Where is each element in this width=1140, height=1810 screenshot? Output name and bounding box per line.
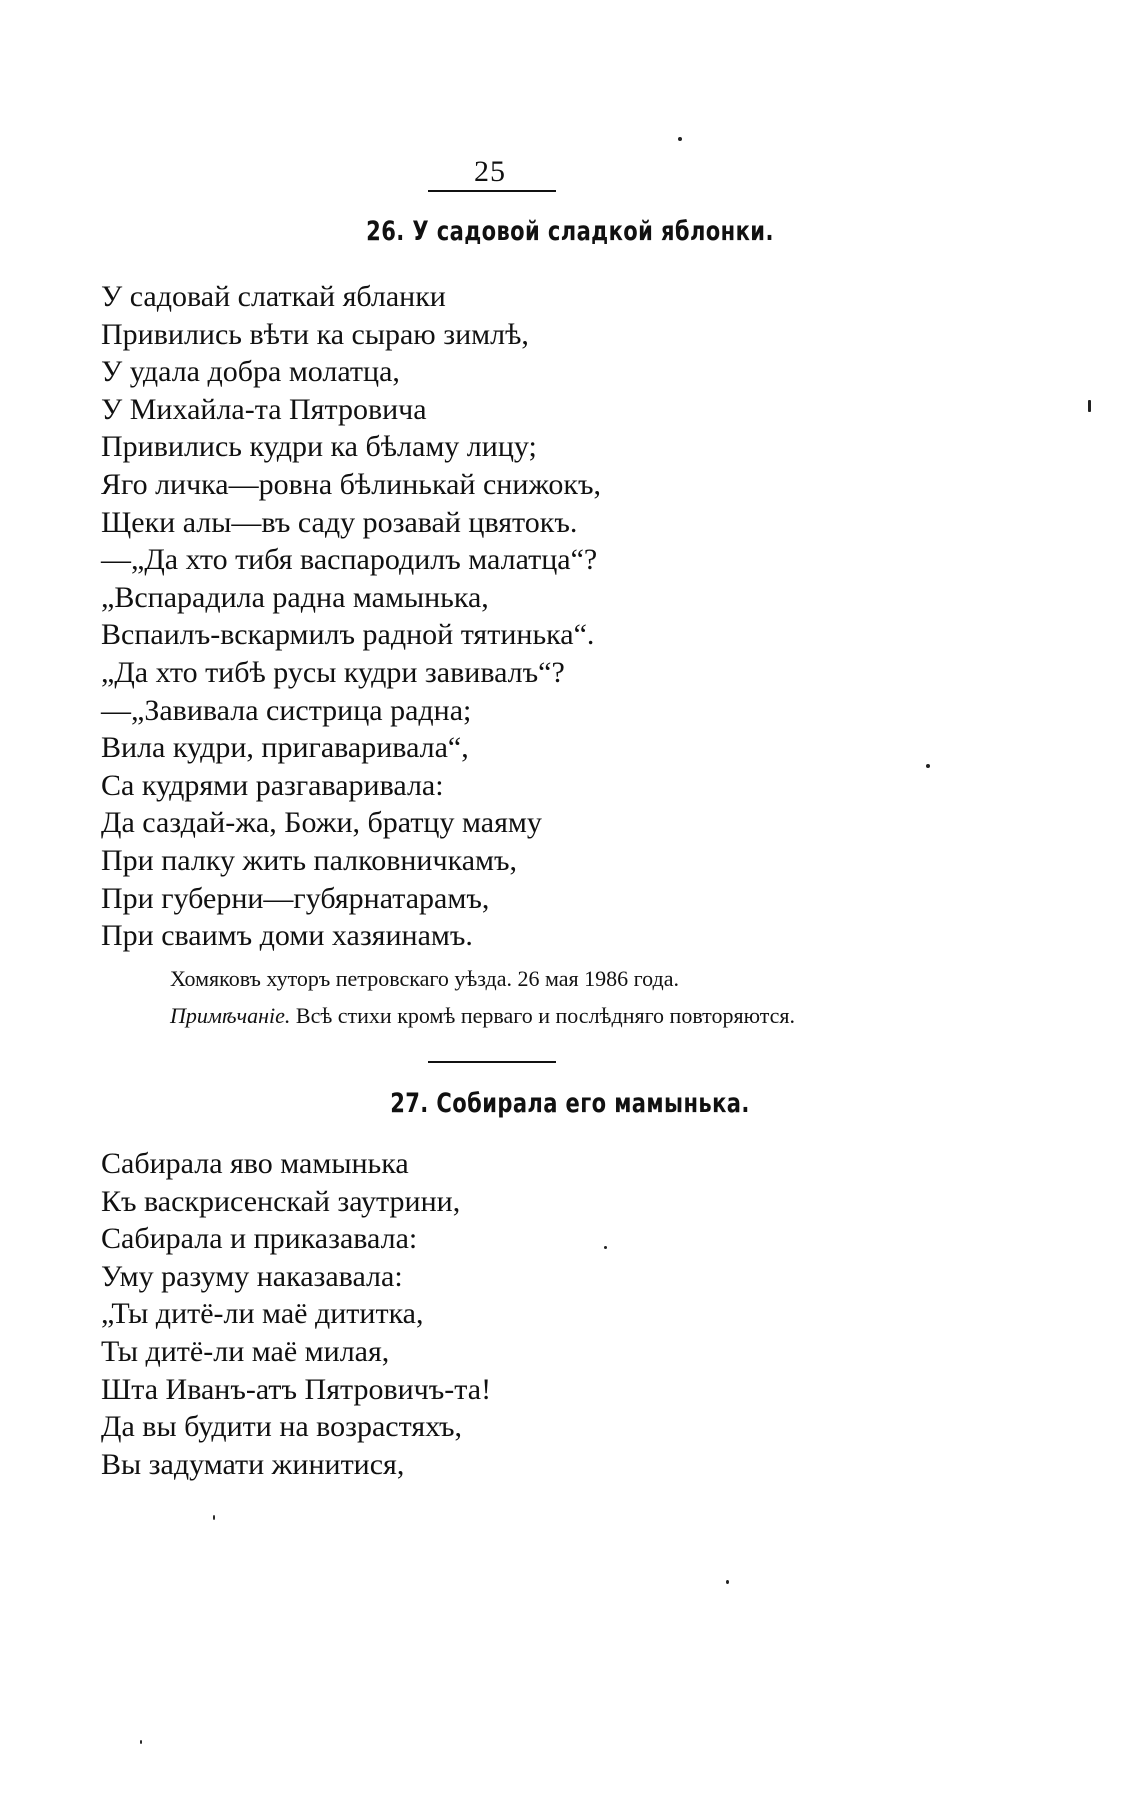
poem-line: Да вы будити на возрастяхъ,: [101, 1410, 463, 1444]
poem-line: Щеки алы—въ саду розавай цвятокъ.: [101, 505, 578, 539]
poem-line: „Ты дитё-ли маё дититка,: [101, 1297, 424, 1331]
page-number-rule: [428, 190, 556, 192]
section-title: 26. У садовой сладкой яблонки.: [366, 216, 774, 247]
scan-speck: [726, 1580, 729, 1584]
poem-line: —„Завивала систрица радна;: [101, 693, 472, 727]
poem-line: „Да хто тибѣ русы кудри завивалъ“?: [101, 655, 565, 689]
poem-line: У садовай слаткай ябланки: [101, 280, 446, 313]
scan-speck: [678, 137, 682, 141]
poem-line: Да саздай-жа, Божи, братцу маяму: [101, 806, 542, 840]
scan-speck: [213, 1515, 215, 1520]
poem-line: При губерни—губярнатарамъ,: [101, 881, 490, 915]
poem-line: Сабирала яво мамынька: [101, 1147, 409, 1180]
source-note: Хомяковъ хуторъ петровскаго уѣзда. 26 мая 1986 года.: [170, 966, 679, 991]
scan-speck: [1088, 400, 1091, 412]
poem-line: —„Да хто тибя васпародилъ малатца“?: [101, 543, 598, 577]
poem-line: Привились кудри ка бѣламу лицу;: [101, 430, 537, 464]
scan-speck: [604, 1246, 607, 1249]
poem-line: При сваимъ доми хазяинамъ.: [101, 919, 473, 953]
poem-line: При палку жить палковничкамъ,: [101, 843, 518, 877]
poem-line: Къ васкрисенскай заутрини,: [101, 1184, 461, 1218]
poem-line: Са кудрями разгаваривала:: [101, 768, 444, 802]
poem-line: У удала добра молатца,: [101, 355, 400, 389]
poem-line: У Михайла-та Пятровича: [101, 392, 427, 426]
page-number: 25: [474, 155, 506, 188]
footnote-text: Всѣ стихи кромѣ перваго и послѣдняго повторяются.: [290, 1003, 796, 1028]
poem-line: Сабирала и приказавала:: [101, 1222, 418, 1256]
poem-line: Уму разуму наказавала:: [101, 1259, 403, 1293]
poem-line: Вы задумати жинитися,: [101, 1447, 405, 1481]
footnote-label: Примѣчаніе.: [170, 1003, 291, 1028]
poem-text: [101, 278, 601, 955]
footnote: [100, 999, 910, 1032]
poem-line: Привились вѣти ка сыраю зимлѣ,: [101, 317, 529, 351]
poem-line: Вила кудри, пригаваривала“,: [101, 731, 469, 765]
poem-line: Яго личка—ровна бѣлинькай снижокъ,: [101, 467, 601, 501]
scan-speck: [140, 1740, 142, 1744]
section-title: 27. Собирала его мамынька.: [390, 1088, 750, 1119]
poem-line: Шта Иванъ-атъ Пятровичъ-та!: [101, 1372, 492, 1406]
poem-line: „Вспарадила радна мамынька,: [101, 580, 489, 614]
section-divider: [428, 1061, 556, 1064]
poem-text: [101, 1145, 491, 1483]
poem-line: Ты дитё-ли маё милая,: [101, 1334, 390, 1368]
poem-line: Вспаилъ-вскармилъ радной тятинька“.: [101, 618, 595, 652]
scan-speck: [926, 764, 930, 768]
